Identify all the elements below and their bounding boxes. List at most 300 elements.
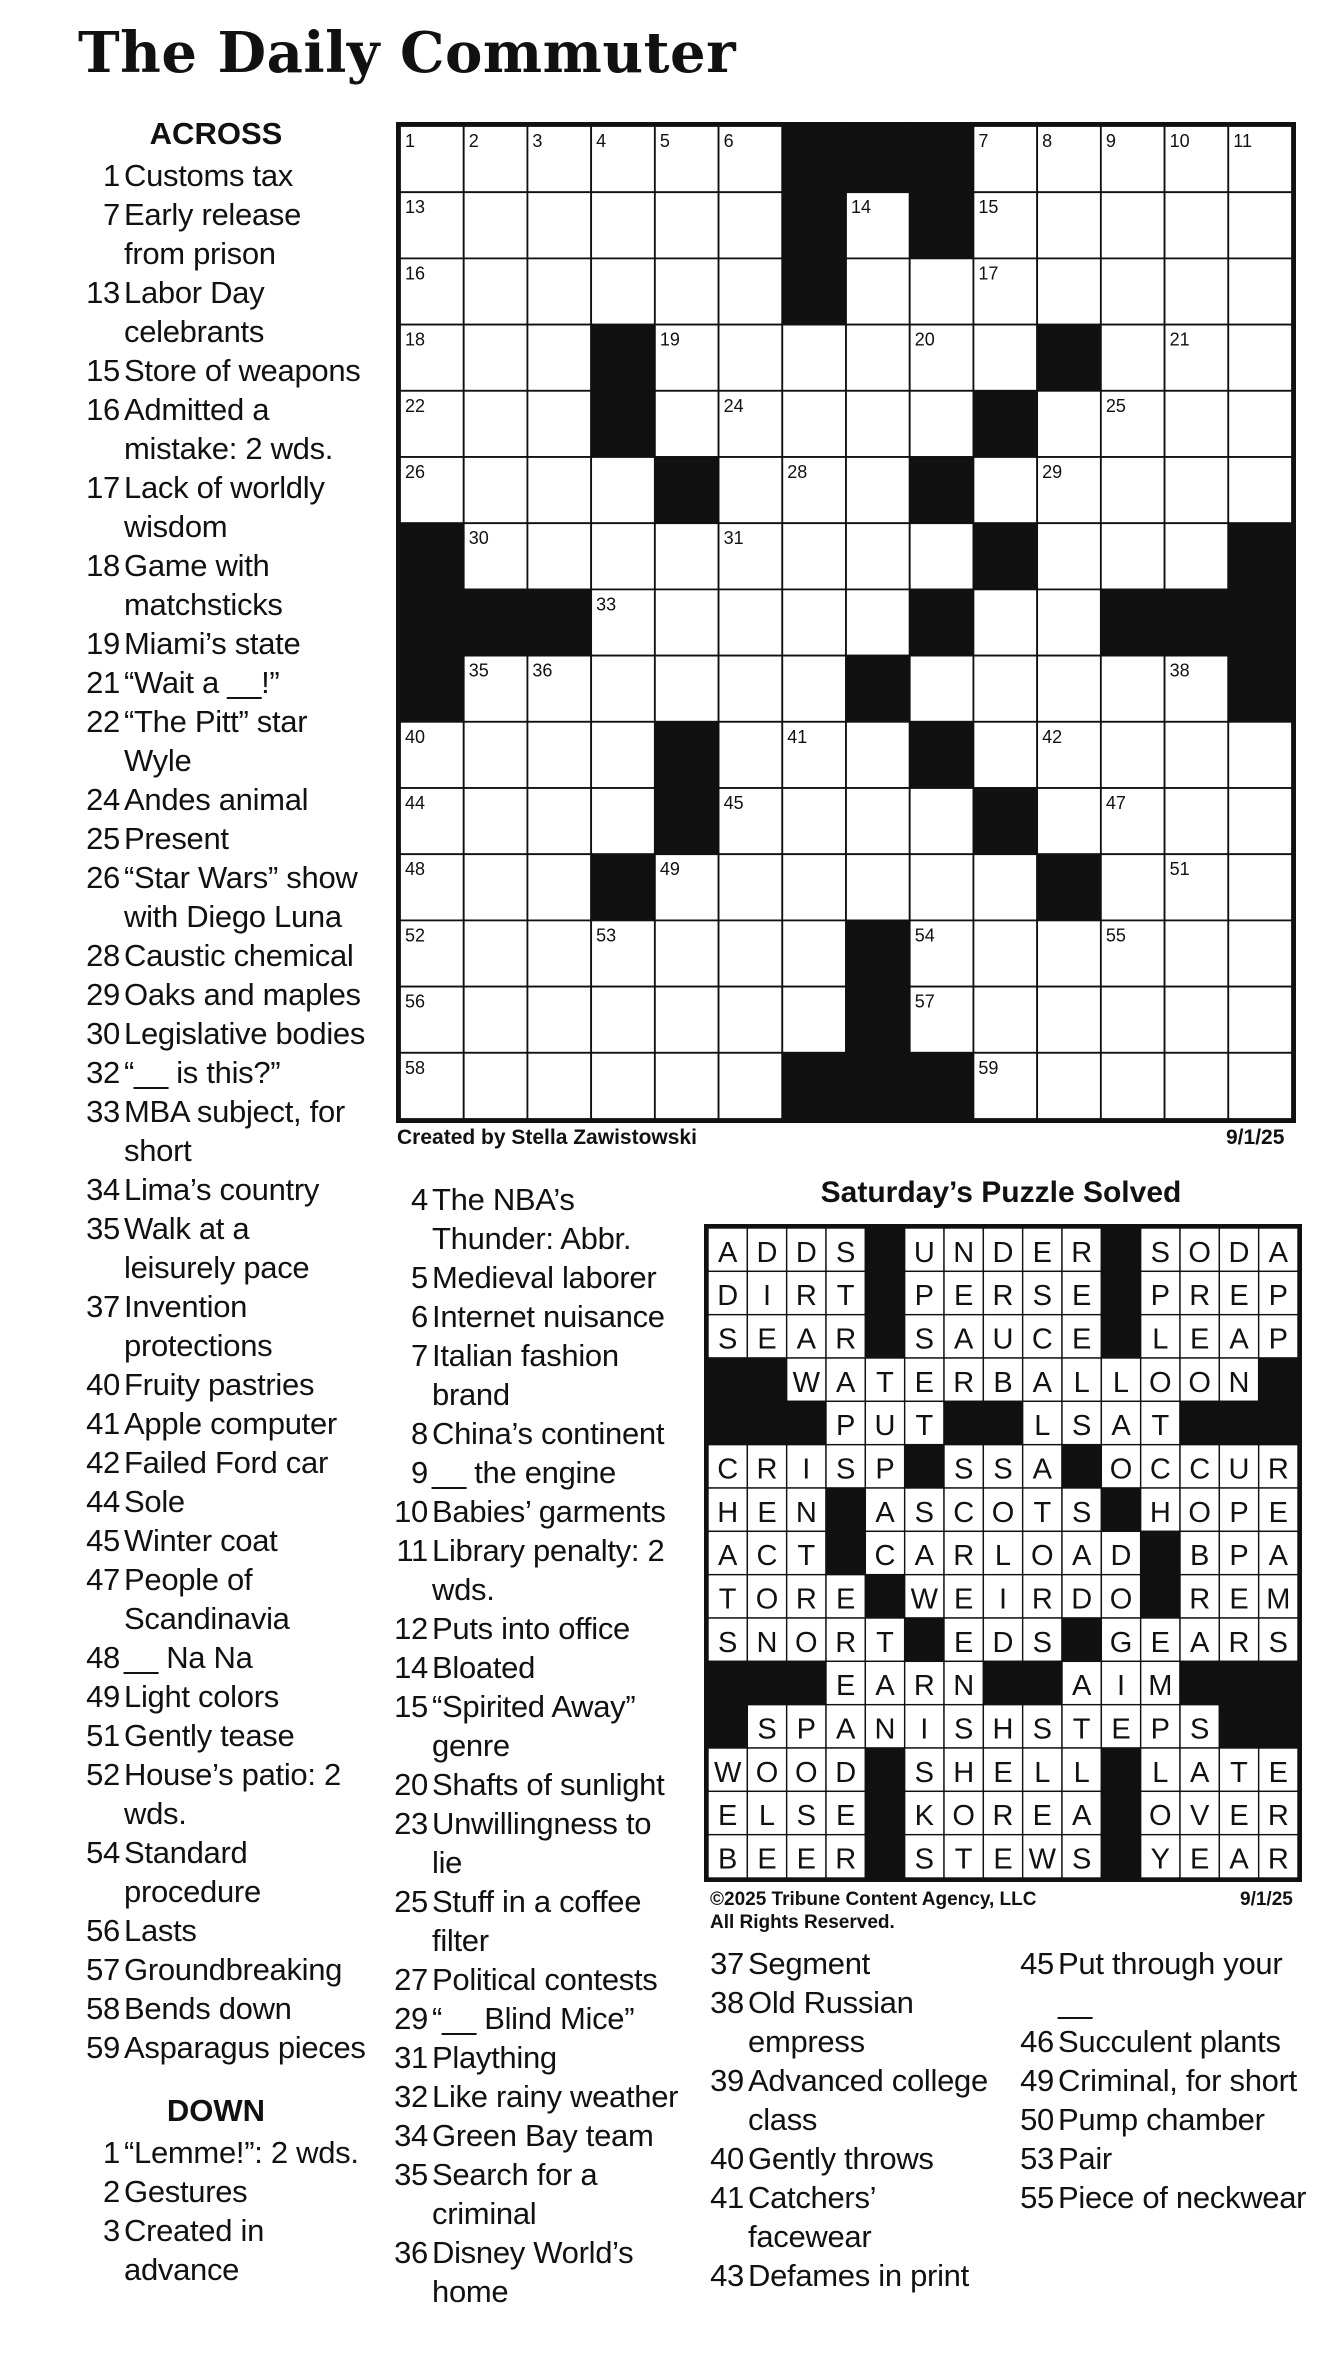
solution-letter: E: [914, 1366, 935, 1399]
clue-number: 1: [103, 158, 120, 193]
solution-letter: T: [876, 1366, 894, 1399]
grid-block: [1228, 589, 1292, 655]
grid-cell[interactable]: [782, 325, 846, 391]
solution-letter: O: [1109, 1453, 1133, 1486]
solution-block: [1101, 1228, 1140, 1271]
solution-letter: E: [796, 1843, 817, 1876]
solution-block: [865, 1835, 904, 1878]
down-clues-column-4: [1010, 1944, 1310, 2217]
solution-letter: P: [1268, 1323, 1289, 1356]
grid-cell[interactable]: [1228, 920, 1292, 986]
grid-cell[interactable]: [719, 589, 783, 655]
grid-cell[interactable]: [1037, 987, 1101, 1053]
grid-cell[interactable]: [846, 722, 910, 788]
grid-number: 23: [596, 395, 617, 416]
grid-cell[interactable]: [1101, 325, 1165, 391]
clue-number: 5: [411, 1260, 428, 1295]
clue-item: [700, 2178, 1000, 2256]
grid-block: [910, 192, 974, 258]
solution-block: [865, 1228, 904, 1271]
grid-cell[interactable]: [719, 987, 783, 1053]
grid-cell[interactable]: [527, 987, 591, 1053]
grid-cell[interactable]: [910, 258, 974, 324]
grid-cell[interactable]: [1101, 523, 1165, 589]
grid-cell[interactable]: [1228, 1053, 1292, 1119]
grid-cell[interactable]: [464, 920, 528, 986]
clue-number: 50: [1020, 2102, 1054, 2137]
solution-letter: O: [1188, 1236, 1211, 1269]
solution-letter: T: [1033, 1496, 1052, 1529]
grid-cell[interactable]: [464, 722, 528, 788]
grid-cell[interactable]: [1101, 656, 1165, 722]
grid-number: 56: [405, 991, 426, 1012]
grid-cell[interactable]: [527, 523, 591, 589]
clue-number: 52: [86, 1757, 120, 1792]
clue-text: “__ is this?”: [124, 1055, 281, 1090]
solution-letter: R: [835, 1843, 857, 1876]
grid-cell[interactable]: [464, 192, 528, 258]
grid-cell[interactable]: [910, 391, 974, 457]
grid-cell[interactable]: [1037, 920, 1101, 986]
clue-text: Legislative bodies: [124, 1016, 366, 1051]
grid-cell[interactable]: [910, 854, 974, 920]
solution-letter: S: [1032, 1280, 1053, 1313]
solution-letter: L: [994, 1540, 1012, 1573]
clue-item: [76, 1443, 366, 1482]
solution-letter: N: [953, 1236, 975, 1269]
solution-letter: B: [1189, 1540, 1210, 1573]
clue-item: [1010, 2061, 1310, 2100]
grid-cell[interactable]: [655, 391, 719, 457]
solution-letter: D: [1071, 1583, 1093, 1616]
grid-cell[interactable]: [1101, 722, 1165, 788]
clue-item: [76, 1053, 366, 1092]
grid-cell[interactable]: [846, 391, 910, 457]
clue-item: [384, 1882, 684, 1960]
clue-item: [384, 1258, 684, 1297]
clue-item: [1010, 2022, 1310, 2061]
clue-item: [76, 975, 366, 1014]
clue-number: 25: [86, 821, 120, 856]
clue-text: Pump chamber: [1058, 2102, 1265, 2137]
grid-cell[interactable]: [782, 589, 846, 655]
grid-number: 27: [659, 462, 680, 482]
clue-text: Customs tax: [124, 158, 293, 193]
grid-cell[interactable]: [782, 523, 846, 589]
grid-number: 36: [532, 660, 553, 681]
grid-cell[interactable]: [719, 920, 783, 986]
solution-letter: I: [802, 1453, 811, 1486]
clue-item: [700, 2256, 1000, 2295]
clue-text: Created in advance: [124, 2213, 265, 2287]
grid-cell[interactable]: [591, 788, 655, 854]
solution-letter: A: [875, 1670, 895, 1703]
grid-cell[interactable]: [591, 656, 655, 722]
grid-cell[interactable]: [719, 1053, 783, 1119]
clue-number: 41: [710, 2180, 744, 2215]
grid-cell[interactable]: [1101, 192, 1165, 258]
clue-text: House’s patio: 2 wds.: [124, 1757, 341, 1831]
solution-letter: S: [835, 1236, 856, 1269]
clue-number: 25: [394, 1884, 428, 1919]
grid-cell[interactable]: [1165, 523, 1229, 589]
grid-cell[interactable]: [527, 1053, 591, 1119]
solution-letter: R: [756, 1453, 778, 1486]
grid-cell[interactable]: [527, 788, 591, 854]
clue-item: [76, 819, 366, 858]
solution-letter: M: [1266, 1583, 1291, 1616]
solution-block: [1141, 1531, 1180, 1574]
clue-text: The NBA’s Thunder: Abbr.: [432, 1182, 632, 1256]
clue-number: 46: [1020, 2024, 1054, 2059]
solution-letter: S: [914, 1496, 935, 1529]
solution-letter: T: [876, 1626, 894, 1659]
grid-cell[interactable]: [1037, 1053, 1101, 1119]
clue-item: [76, 1482, 366, 1521]
grid-cell[interactable]: [1228, 854, 1292, 920]
grid-cell[interactable]: [527, 854, 591, 920]
clue-number: 28: [86, 938, 120, 973]
solution-block: [865, 1575, 904, 1618]
solution-letter: N: [874, 1713, 896, 1746]
clue-item: [76, 1092, 366, 1170]
grid-cell[interactable]: [527, 192, 591, 258]
solution-letter: A: [1071, 1670, 1092, 1703]
solution-letter: S: [1189, 1713, 1210, 1746]
clue-number: 49: [86, 1679, 120, 1714]
grid-cell[interactable]: [782, 391, 846, 457]
grid-cell[interactable]: [1165, 258, 1229, 324]
clue-number: 21: [86, 665, 120, 700]
grid-cell[interactable]: [655, 987, 719, 1053]
grid-cell[interactable]: [1037, 523, 1101, 589]
grid-cell[interactable]: [464, 457, 528, 523]
grid-cell[interactable]: [1037, 589, 1101, 655]
solution-letter: R: [1031, 1583, 1053, 1616]
clue-text: Gently tease: [124, 1718, 295, 1753]
clue-item: [76, 1755, 366, 1833]
clue-text: Bends down: [124, 1991, 292, 2026]
grid-cell[interactable]: [846, 523, 910, 589]
grid-cell[interactable]: [1228, 722, 1292, 788]
solution-letter: A: [1189, 1756, 1210, 1789]
grid-number: 25: [1105, 395, 1126, 416]
grid-cell[interactable]: [719, 656, 783, 722]
grid-cell[interactable]: [591, 523, 655, 589]
grid-cell[interactable]: [910, 656, 974, 722]
grid-cell[interactable]: [1101, 258, 1165, 324]
grid-cell[interactable]: [846, 788, 910, 854]
solution-letter: E: [717, 1800, 738, 1833]
down-clues-column-3: [700, 1944, 1000, 2295]
grid-number: 45: [723, 793, 744, 813]
clue-text: Invention protections: [124, 1289, 273, 1363]
solution-letter: R: [1189, 1583, 1211, 1616]
clue-item: [76, 1560, 366, 1638]
solution-letter: K: [914, 1800, 935, 1833]
solution-letter: W: [910, 1583, 939, 1616]
grid-number: 9: [1105, 131, 1116, 151]
grid-cell[interactable]: [464, 258, 528, 324]
clue-number: 1: [103, 2135, 120, 2170]
clue-text: Fruity pastries: [124, 1367, 315, 1402]
grid-cell[interactable]: [655, 1053, 719, 1119]
clue-number: 42: [86, 1445, 120, 1480]
solution-block: [1180, 1661, 1219, 1704]
grid-cell[interactable]: [1228, 391, 1292, 457]
clue-text: Andes animal: [124, 782, 309, 817]
grid-cell[interactable]: [1101, 1053, 1165, 1119]
grid-cell[interactable]: [1101, 987, 1165, 1053]
grid-cell[interactable]: [1228, 192, 1292, 258]
grid-cell[interactable]: [973, 854, 1037, 920]
grid-cell[interactable]: [1165, 920, 1229, 986]
clue-item: [76, 1638, 366, 1677]
solution-block: [1219, 1401, 1258, 1444]
grid-cell[interactable]: [973, 589, 1037, 655]
clue-number: 43: [710, 2258, 744, 2293]
solution-letter: O: [1188, 1496, 1211, 1529]
grid-cell[interactable]: [527, 258, 591, 324]
solution-letter: H: [717, 1496, 739, 1529]
grid-cell[interactable]: [655, 589, 719, 655]
grid-cell[interactable]: [846, 457, 910, 523]
grid-cell[interactable]: [1165, 457, 1229, 523]
grid-block: [846, 1053, 910, 1119]
solution-letter: S: [1032, 1626, 1053, 1659]
clue-item: [1010, 2100, 1310, 2139]
solution-letter: R: [1071, 1236, 1093, 1269]
solution-letter: U: [874, 1410, 896, 1443]
clue-item: [76, 1989, 366, 2028]
grid-cell[interactable]: [782, 987, 846, 1053]
clue-text: Apple computer: [124, 1406, 337, 1441]
grid-cell[interactable]: [1228, 325, 1292, 391]
solution-title: Saturday’s Puzzle Solved: [820, 1176, 1182, 1209]
solution-block: [826, 1488, 865, 1531]
clue-text: Like rainy weather: [432, 2079, 679, 2114]
clue-text: Criminal, for short: [1058, 2063, 1297, 2098]
grid-cell[interactable]: [782, 656, 846, 722]
grid-cell[interactable]: [1228, 457, 1292, 523]
clue-number: 36: [394, 2235, 428, 2270]
grid-cell[interactable]: [464, 788, 528, 854]
grid-cell[interactable]: [464, 325, 528, 391]
solution-letter: O: [1149, 1366, 1172, 1399]
grid-cell[interactable]: [1037, 192, 1101, 258]
solution-letter: E: [1268, 1756, 1289, 1789]
grid-cell[interactable]: [464, 854, 528, 920]
grid-cell[interactable]: [1037, 258, 1101, 324]
grid-cell[interactable]: [527, 722, 591, 788]
grid-cell[interactable]: [782, 788, 846, 854]
grid-cell[interactable]: [1165, 391, 1229, 457]
clue-text: Labor Day celebrants: [124, 275, 265, 349]
grid-block: [782, 126, 846, 192]
clue-text: __ the engine: [432, 1455, 616, 1490]
grid-cell[interactable]: [973, 987, 1037, 1053]
solution-letter: C: [1189, 1453, 1211, 1486]
clue-item: [76, 1911, 366, 1950]
clue-text: Winter coat: [124, 1523, 278, 1558]
solution-letter: N: [1228, 1366, 1250, 1399]
grid-cell[interactable]: [1165, 722, 1229, 788]
solution-letter: C: [717, 1453, 739, 1486]
grid-cell[interactable]: [591, 722, 655, 788]
solution-block: [787, 1401, 826, 1444]
clue-item: [76, 390, 366, 468]
solution-letter: N: [756, 1626, 778, 1659]
grid-number: 22: [405, 395, 426, 416]
grid-number: 51: [1169, 859, 1190, 880]
clue-item: [76, 624, 366, 663]
grid-cell[interactable]: [591, 258, 655, 324]
solution-letter: S: [953, 1453, 974, 1486]
grid-block: [400, 656, 464, 722]
grid-cell[interactable]: [591, 987, 655, 1053]
grid-number: 31: [723, 528, 744, 549]
clue-number: 12: [394, 1611, 428, 1646]
crossword-grid[interactable]: [396, 122, 1296, 1123]
grid-cell[interactable]: [910, 788, 974, 854]
grid-cell[interactable]: [1165, 192, 1229, 258]
grid-cell[interactable]: [1037, 656, 1101, 722]
clue-number: 18: [86, 548, 120, 583]
clue-item: [384, 1297, 684, 1336]
grid-number: 52: [405, 925, 426, 946]
grid-block: [846, 920, 910, 986]
grid-number: 4: [596, 131, 607, 151]
clue-number: 15: [86, 353, 120, 388]
solution-letter: R: [1228, 1626, 1250, 1659]
solution-letter: A: [1071, 1540, 1092, 1573]
grid-cell[interactable]: [655, 258, 719, 324]
clue-text: “Spirited Away” genre: [432, 1689, 636, 1763]
grid-cell[interactable]: [591, 1053, 655, 1119]
grid-cell[interactable]: [1101, 854, 1165, 920]
solution-letter: P: [875, 1453, 895, 1486]
clue-number: 13: [86, 275, 120, 310]
grid-cell[interactable]: [655, 920, 719, 986]
clue-item: [76, 1365, 366, 1404]
grid-cell[interactable]: [973, 722, 1037, 788]
grid-number: 39: [1233, 660, 1254, 681]
solution-block: [708, 1705, 747, 1748]
down-heading: DOWN: [166, 2093, 266, 2128]
solution-letter: T: [915, 1410, 934, 1443]
grid-number: 47: [1105, 793, 1126, 813]
clue-number: 35: [394, 2157, 428, 2192]
grid-cell[interactable]: [719, 325, 783, 391]
clue-item: [384, 2038, 684, 2077]
clue-item: [384, 1804, 684, 1882]
solution-letter: D: [717, 1280, 739, 1313]
solution-letter: S: [1032, 1713, 1053, 1746]
grid-cell[interactable]: [846, 325, 910, 391]
solution-letter: W: [1028, 1843, 1057, 1876]
clue-text: Asparagus pieces: [124, 2030, 366, 2065]
grid-cell[interactable]: [719, 192, 783, 258]
grid-cell[interactable]: [1228, 788, 1292, 854]
grid-cell[interactable]: [655, 656, 719, 722]
solution-letter: N: [953, 1670, 975, 1703]
grid-cell[interactable]: [464, 391, 528, 457]
solution-block: [1062, 1445, 1101, 1488]
clue-item: [384, 1180, 684, 1258]
clue-text: Lack of worldly wisdom: [124, 470, 325, 544]
grid-cell[interactable]: [973, 325, 1037, 391]
grid-cell[interactable]: [1228, 258, 1292, 324]
clue-text: Disney World’s home: [432, 2235, 634, 2309]
grid-cell[interactable]: [973, 457, 1037, 523]
grid-cell[interactable]: [846, 258, 910, 324]
grid-cell[interactable]: [1037, 788, 1101, 854]
clue-number: 29: [394, 2001, 428, 2036]
solution-letter: P: [1150, 1713, 1171, 1746]
grid-cell[interactable]: [1165, 987, 1229, 1053]
grid-cell[interactable]: [782, 854, 846, 920]
clue-item: [76, 780, 366, 819]
solution-letter: E: [1189, 1843, 1210, 1876]
solution-block: [747, 1358, 786, 1401]
solution-letter: D: [835, 1756, 857, 1789]
grid-block: [591, 854, 655, 920]
solution-letter: B: [993, 1366, 1013, 1399]
grid-cell[interactable]: [527, 391, 591, 457]
solution-block: [1259, 1358, 1298, 1401]
grid-cell[interactable]: [1228, 987, 1292, 1053]
clue-number: 56: [86, 1913, 120, 1948]
grid-cell[interactable]: [973, 920, 1037, 986]
grid-cell[interactable]: [782, 920, 846, 986]
clue-number: 45: [1020, 1946, 1054, 1981]
grid-cell[interactable]: [719, 722, 783, 788]
grid-cell[interactable]: [1165, 788, 1229, 854]
grid-cell[interactable]: [1101, 457, 1165, 523]
clue-item: [76, 1209, 366, 1287]
grid-number: 11: [1233, 131, 1252, 151]
grid-cell[interactable]: [719, 457, 783, 523]
grid-cell[interactable]: [846, 589, 910, 655]
grid-cell[interactable]: [527, 457, 591, 523]
grid-cell[interactable]: [719, 854, 783, 920]
grid-cell[interactable]: [846, 854, 910, 920]
grid-number: 16: [405, 263, 426, 284]
solution-letter: E: [757, 1843, 777, 1876]
grid-number: 40: [405, 726, 426, 747]
clue-number: 45: [86, 1523, 120, 1558]
solution-letter: E: [1071, 1280, 1092, 1313]
grid-block: [782, 1053, 846, 1119]
grid-cell[interactable]: [655, 192, 719, 258]
grid-cell[interactable]: [1165, 1053, 1229, 1119]
grid-cell[interactable]: [527, 920, 591, 986]
grid-cell[interactable]: [464, 987, 528, 1053]
solution-letter: A: [875, 1496, 895, 1529]
grid-cell[interactable]: [527, 325, 591, 391]
grid-cell[interactable]: [719, 258, 783, 324]
down-clues-column-2: [384, 1180, 684, 2311]
grid-cell[interactable]: [464, 1053, 528, 1119]
grid-cell[interactable]: [655, 523, 719, 589]
grid-cell[interactable]: [591, 192, 655, 258]
clue-number: 6: [411, 1299, 428, 1334]
grid-cell[interactable]: [973, 656, 1037, 722]
grid-cell[interactable]: [1037, 391, 1101, 457]
grid-cell[interactable]: [910, 523, 974, 589]
grid-cell[interactable]: [591, 457, 655, 523]
solution-letter: S: [1268, 1626, 1289, 1659]
